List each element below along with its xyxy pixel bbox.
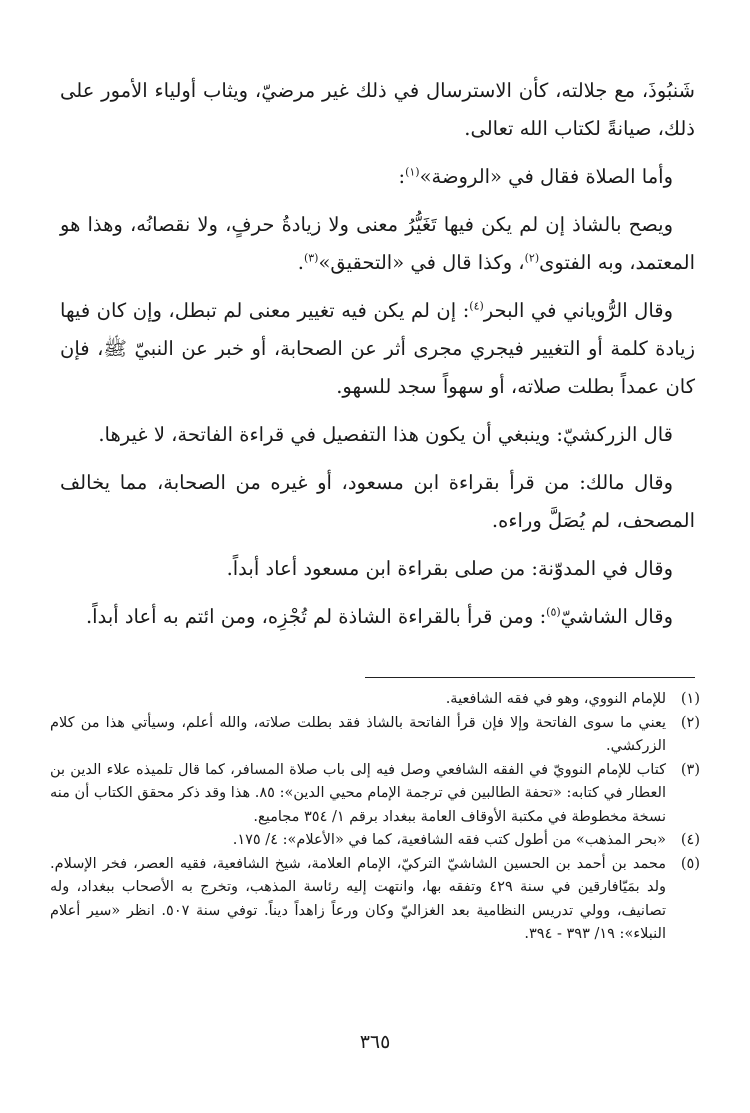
footnote-2 — [50, 712, 700, 759]
footnote-number: (٢) — [680, 714, 700, 731]
footnote-1 — [50, 688, 700, 712]
paragraph-6: وقال مالك: من قرأ بقراءة ابن مسعود، أو غيره من الصحابة، مما يخالف المصحف، لم يُصَلَّ وراءه. — [60, 471, 695, 532]
paragraph-2: وأما الصلاة فقال في «الروضة»$^{(١)}$: — [398, 165, 673, 188]
footnote-text: يعني ما سوى الفاتحة وإلا فإن قرأ الفاتحة بالشاذ فقد بطلت صلاته، والله أعلم، وسيأتي هذا من كلام الزركشي. — [50, 714, 666, 754]
footnote-text: كتاب للإمام النوويّ في الفقه الشافعي وصل فيه إلى باب صلاة المسافر، كما قال تلميذه علاء الدين بن العطار في كتابه: «تحفة الطالبين في ترجمة الإمام محيي الدين»: ٨٥. هذا وقد ذكر محقق الكتاب أن منه نسخة مخطوطة في مكتبة الأوقاف العامة ببغداد برقم ١/ ٣٥٤ مجاميع. — [50, 761, 666, 825]
paragraph-4: وقال الرُّوياني في البحر$^{(٤)}$: إن لم يكن فيه تغيير معنى لم تبطل، وإن كان فيها زيادة كلمة أو التغيير فيجري مجرى أثر عن الصحابة، أو خبر عن النبيّ ﷺ، فإن كان عمداً بطلت صلاته، أو سهواً سجد للسهو. — [60, 299, 695, 398]
footnote-3 — [50, 759, 700, 830]
footnote-5 — [50, 853, 700, 947]
paragraph-7: وقال في المدوّنة: من صلى بقراءة ابن مسعود أعاد أبداً. — [226, 557, 673, 580]
footnote-text: محمد بن أحمد بن الحسين الشاشيّ التركيّ، الإمام العلامة، شيخ الشافعية، فقيه العصر، فخر الإسلام. ولد بمَيّافارقين في سنة ٤٢٩ وتفقه بها، وانتهت إليه رئاسة المذهب، وتخرج به الأصحاب ببغداد، وله تصانيف، وولي تدريس النظامية بعد الغزاليّ وكان ورعاً زاهداً ديناً. توفي سنة ٥٠٧. انظر «سير أعلام النبلاء»: ١٩/ ٣٩٣ - ٣٩٤. — [50, 855, 667, 942]
footnote-number: (٤) — [680, 832, 700, 848]
main-text — [60, 72, 695, 646]
footnote-text: «بحر المذهب» من أطول كتب فقه الشافعية، كما في «الأعلام»: ٤/ ١٧٥. — [232, 832, 666, 848]
footnote-text: للإمام النووي، وهو في فقه الشافعية. — [445, 691, 666, 707]
footnote-number: (١) — [680, 691, 700, 707]
paragraph-5: قال الزركشيّ: وينبغي أن يكون هذا التفصيل في قراءة الفاتحة، لا غيرها. — [98, 423, 673, 446]
paragraph-3: ويصح بالشاذ إن لم يكن فيها تَغَيُّرُ معنى ولا زيادةُ حرفٍ، ولا نقصانُه، وهذا هو المعتمد، وبه الفتوى$^{(٢)}$، وكذا قال في «التحقيق»$^{(٣)}$. — [60, 213, 695, 274]
footnote-number: (٥) — [680, 855, 700, 872]
footnote-number: (٣) — [680, 761, 700, 778]
paragraph-8: وقال الشاشيّ$^{(٥)}$: ومن قرأ بالقراءة الشاذة لم تُجْزِه، ومن ائتم به أعاد أبداً. — [85, 605, 673, 628]
footnote-4 — [50, 829, 700, 853]
paragraph-1: شَنبُوذَ، مع جلالته، كأن الاسترسال في ذلك غير مرضيّ، ويثاب أولياء الأمور على ذلك، صيانةً لكتاب الله تعالى. — [60, 79, 695, 140]
page-number: ٣٦٥ — [359, 1031, 391, 1053]
footnote-divider — [365, 677, 695, 678]
footnotes — [50, 688, 700, 947]
